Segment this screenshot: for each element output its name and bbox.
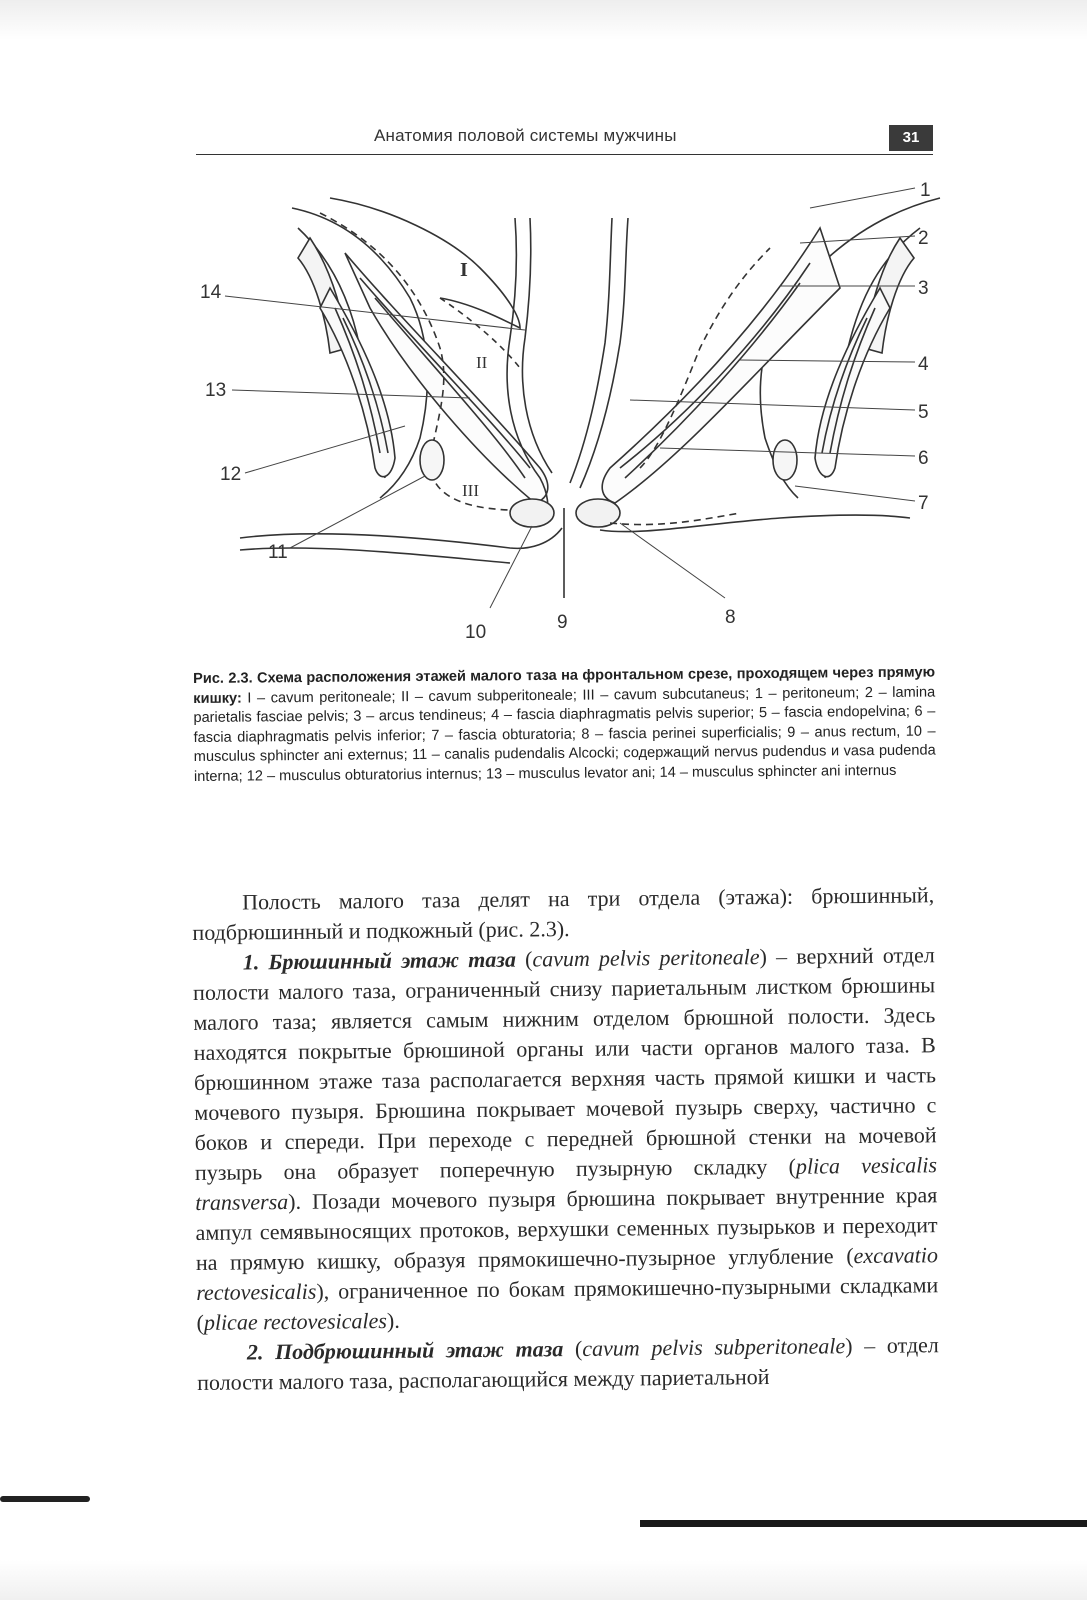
- section-2-heading: 2. Подбрюшинный этаж таза: [246, 1336, 564, 1365]
- label-12: 12: [220, 464, 242, 485]
- region-II: II: [476, 353, 488, 372]
- label-1: 1: [920, 180, 931, 201]
- leader-8: [620, 523, 725, 598]
- left-sphincter: [510, 499, 554, 527]
- paragraph-2-text-b: ). Позади мочевого пузыря брюшина покрывает внутренние края ампул семявыносящих протоков, верхушки семенных пузырьков и переходит на прямую кишку, образуя прямокишечно-пузырное углубление (: [195, 1182, 938, 1275]
- term-plicae: plicae rectovesicales: [203, 1307, 388, 1335]
- term-plica: plica vesicalis transversa: [195, 1152, 938, 1215]
- paragraph-3-text-a: – отдел полости малого таза, располагающийся между париетальной: [197, 1332, 939, 1395]
- term-excavatio: excavatio rectovesicalis: [196, 1242, 939, 1305]
- figure-caption: [193, 664, 936, 787]
- label-11: 11: [268, 542, 288, 563]
- label-9: 9: [557, 612, 568, 633]
- running-header: [196, 122, 933, 155]
- label-10: 10: [465, 622, 487, 643]
- left-peritoneum: [330, 198, 520, 328]
- right-pudendal-canal: [773, 440, 797, 480]
- pelvis-diagram-svg: [180, 168, 960, 648]
- caption-prefix: Рис. 2.3. Схема расположения этажей малого таза на фронтальном срезе, проходящем через прямую кишку:: [193, 664, 936, 707]
- left-perineum: [240, 528, 562, 548]
- paragraph-2-text-a: – верхний отдел полости малого таза, ограниченный снизу париетальным листком брюшины малого таза; является самым нижним отделом брюшной полости. Здесь находятся покрытые брюшиной органы или части органов малого таза. В брюшинном этаже таза располагается верхняя часть прямой кишки и часть мочевого пузыря. Брюшина покрывает мочевой пузырь сверху, частично с боков и спереди. При переходе с передней брюшной стенки на мочевой пузырь она образует поперечную пузырную складку (: [192, 942, 937, 1185]
- right-perineum: [600, 515, 910, 532]
- leader-10: [490, 526, 532, 608]
- page-number: 31: [889, 125, 933, 151]
- caption-text: I – cavum peritoneale; II – cavum subperitoneale; III – cavum subcutaneus; 1 – peritoneum; 2 – lamina parietalis fasciae pelvis; 3 – arcus tendineus; 4 – fascia diaphragmatis pelvis superior; 5 – fascia endopelvina; 6 – fascia diaphragmatis pelvis inferior; 7 – fascia obturatoria; 8 – fascia perinei superficialis; 9 – anus rectum, 10 – musculus sphincter ani externus; 11 – canalis pudendalis Alcocki; содержащий nervus pudendus и vasa pudenda interna; 12 – musculus obturatorius internus; 13 – musculus levator ani; 14 – musculus sphincter ani internus: [193, 684, 936, 785]
- label-7: 7: [918, 493, 929, 514]
- term-cavum-subperitoneale: cavum pelvis subperitoneale: [582, 1333, 846, 1361]
- scan-edge-left: [0, 1496, 90, 1502]
- paragraph-3: 2. Подбрюшинный этаж таза (cavum pelvis subperitoneale) – отдел полости малого таза, располагающийся между париетальной: [197, 1332, 939, 1395]
- leader-7: [795, 486, 915, 501]
- left-pudendal-canal: [420, 440, 444, 480]
- paragraph-1: Полость малого таза делят на три отдела (этажа): брюшинный, подбрюшинный и подкожный (рис. 2.3).: [192, 882, 935, 945]
- label-4: 4: [918, 354, 929, 375]
- left-rectum-inner: [522, 218, 552, 473]
- right-levator-ani: [602, 228, 840, 503]
- label-2: 2: [918, 228, 929, 249]
- paragraph-2-text-c: ), ограниченное по бокам прямокишечно-пузырными складками (: [196, 1272, 939, 1335]
- right-obturator-muscle: [815, 288, 890, 477]
- leader-1: [810, 188, 915, 208]
- pelvis-diagram: [180, 168, 960, 648]
- section-1-heading: 1. Брюшинный этаж таза: [242, 946, 517, 975]
- region-III: III: [462, 481, 479, 500]
- label-13: 13: [205, 380, 227, 401]
- label-6: 6: [918, 448, 929, 469]
- scan-edge-right: [640, 1520, 1087, 1527]
- right-rectum-inner: [570, 218, 612, 483]
- header-title: Анатомия половой системы мужчины: [374, 126, 677, 145]
- paragraph-2: 1. Брюшинный этаж таза (cavum pelvis peritoneale) – верхний отдел полости малого таза, ограниченный снизу париетальным листком брюшины малого таза; является самым нижним отделом брюшной полости. Здесь находятся покрытые брюшиной органы или части органов малого таза. В брюшинном этаже таза располагается верхняя часть прямой кишки и часть мочевого пузыря. Брюшина покрывает мочевой пузырь сверху, частично с боков и спереди. При переходе с передней брюшной стенки на мочевой пузырь она образует поперечную пузырную складку (plica vesicalis transversa). Позади мочевого пузыря брюшина покрывает внутренние края ампул семявыносящих протоков, верхушки семенных пузырьков и переходит на прямую кишку, образуя прямокишечно-пузырное углубление (excavatio rectovesicalis), ограниченное по бокам прямокишечно-пузырными складками (plicae rectovesicales).: [192, 942, 939, 1335]
- label-5: 5: [918, 402, 929, 423]
- body-text: [192, 880, 939, 1398]
- label-14: 14: [200, 282, 222, 303]
- region-I: I: [460, 259, 468, 281]
- paragraph-2-text-d: ).: [386, 1307, 400, 1333]
- term-cavum-peritoneale: cavum pelvis peritoneale: [532, 944, 760, 972]
- label-3: 3: [918, 278, 929, 299]
- label-8: 8: [725, 607, 736, 628]
